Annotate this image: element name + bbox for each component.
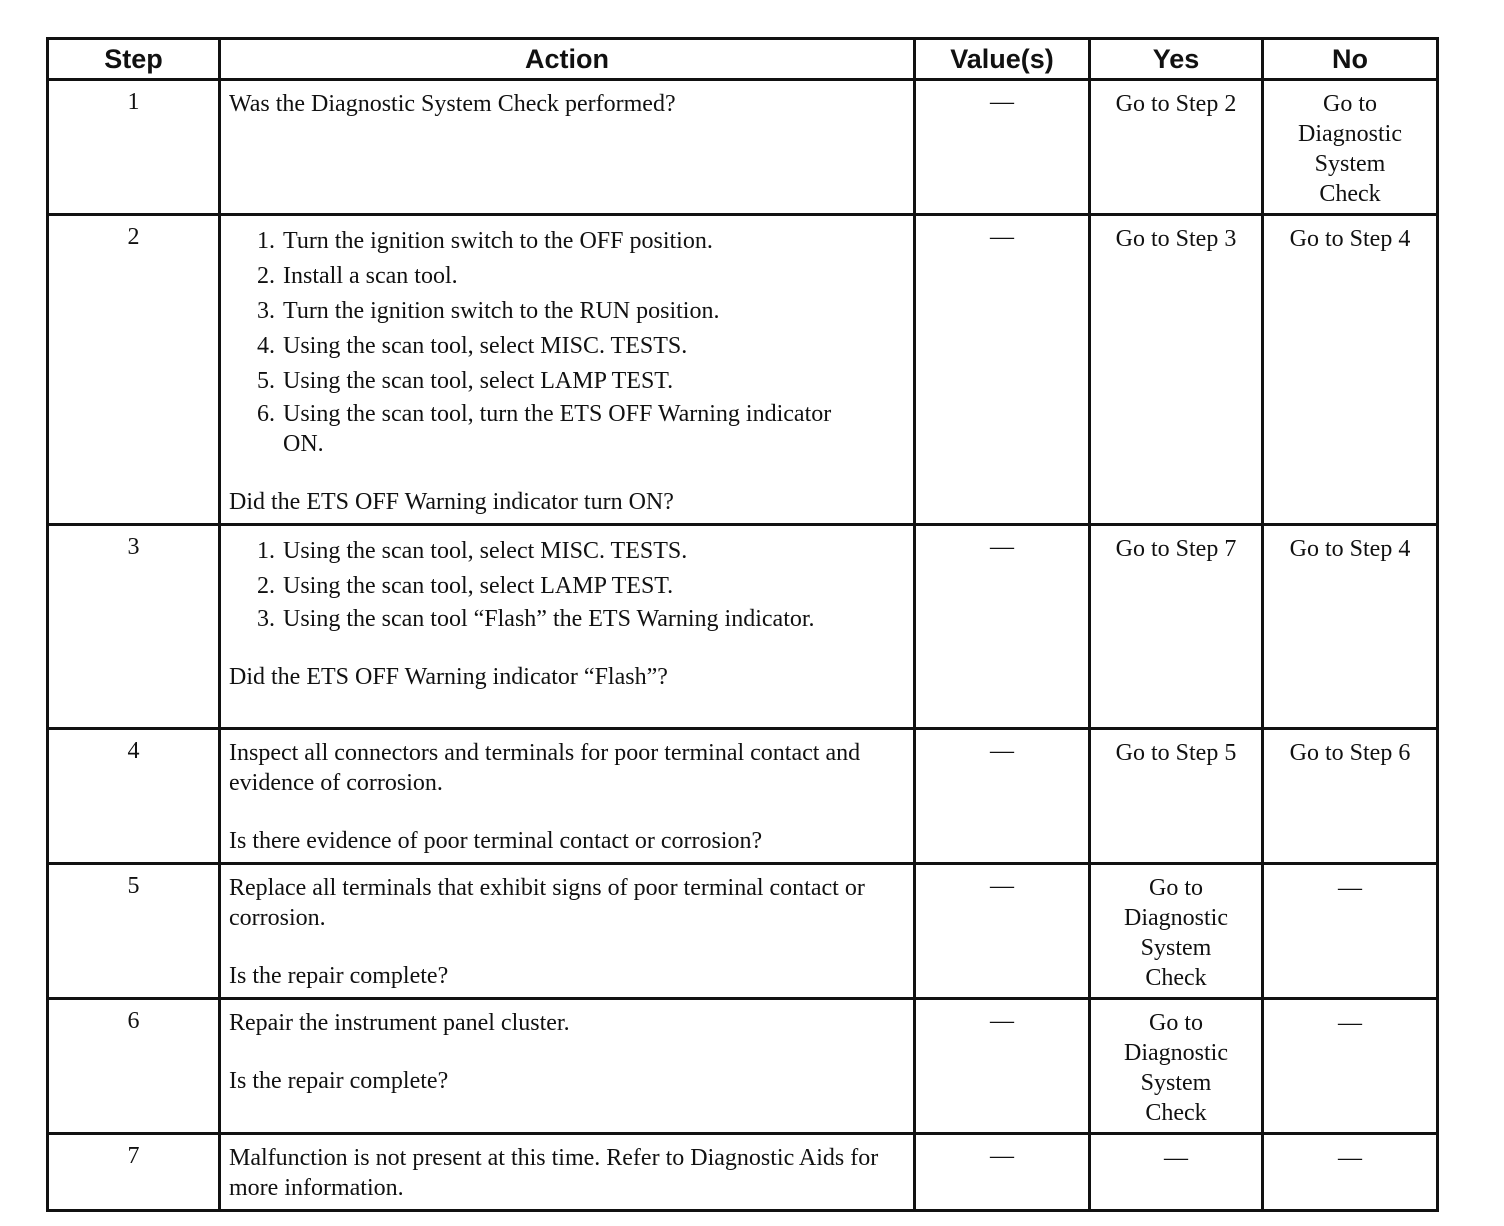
action-text: Malfunction is not present at this time. Refer to Diagnostic Aids for more information. xyxy=(229,1145,879,1201)
header-yes: Yes xyxy=(1090,39,1263,80)
action-text: Replace all terminals that exhibit signs of poor terminal contact or corrosion. xyxy=(229,875,865,931)
header-no: No xyxy=(1263,39,1438,80)
step-number: 4 xyxy=(48,729,220,864)
value-cell: — xyxy=(915,525,1090,729)
yes-cell: Go to Step 2 xyxy=(1090,80,1263,215)
step-number: 1 xyxy=(48,80,220,215)
table-row xyxy=(48,864,1438,999)
action-cell xyxy=(220,864,915,999)
value-cell: — xyxy=(915,215,1090,525)
table-row xyxy=(48,729,1438,864)
action-cell xyxy=(220,525,915,729)
action-cell xyxy=(220,1134,915,1211)
table-row xyxy=(48,1134,1438,1211)
value-cell: — xyxy=(915,999,1090,1134)
step-number: 5 xyxy=(48,864,220,999)
action-question: Is the repair complete? xyxy=(229,1068,449,1094)
no-cell: Go to Step 6 xyxy=(1263,729,1438,864)
action-cell xyxy=(220,80,915,215)
action-step: 2. Using the scan tool, select LAMP TEST. xyxy=(281,569,905,604)
action-text: Repair the instrument panel cluster. xyxy=(229,1010,570,1036)
action-step: 1. Turn the ignition switch to the OFF position. xyxy=(281,224,905,259)
value-cell: — xyxy=(915,80,1090,215)
action-text: Was the Diagnostic System Check performed? xyxy=(229,91,676,117)
step-number: 6 xyxy=(48,999,220,1134)
step-number: 3 xyxy=(48,525,220,729)
action-step: 3. Using the scan tool “Flash” the ETS Warning indicator. xyxy=(281,604,905,634)
action-question: Is the repair complete? xyxy=(229,963,449,989)
no-cell: — xyxy=(1263,999,1438,1134)
value-cell: — xyxy=(915,864,1090,999)
diagnostic-table xyxy=(46,37,1439,1212)
action-step: 6. Using the scan tool, turn the ETS OFF Warning indicator ON. xyxy=(281,399,905,459)
table-row xyxy=(48,525,1438,729)
action-steps-list xyxy=(229,224,905,459)
action-question: Is there evidence of poor terminal contact or corrosion? xyxy=(229,828,763,854)
no-cell: — xyxy=(1263,1134,1438,1211)
action-question: Did the ETS OFF Warning indicator “Flash”? xyxy=(229,664,668,690)
no-cell: — xyxy=(1263,864,1438,999)
yes-cell: Go to Step 3 xyxy=(1090,215,1263,525)
value-cell: — xyxy=(915,1134,1090,1211)
action-step: 1. Using the scan tool, select MISC. TESTS. xyxy=(281,534,905,569)
action-cell xyxy=(220,999,915,1134)
yes-cell: Go to Step 5 xyxy=(1090,729,1263,864)
table-row xyxy=(48,999,1438,1134)
yes-cell: — xyxy=(1090,1134,1263,1211)
yes-cell: Go to Diagnostic System Check xyxy=(1090,864,1263,999)
yes-cell: Go to Step 7 xyxy=(1090,525,1263,729)
action-question: Did the ETS OFF Warning indicator turn ON? xyxy=(229,489,674,515)
header-values: Value(s) xyxy=(915,39,1090,80)
header-step: Step xyxy=(48,39,220,80)
action-step: 3. Turn the ignition switch to the RUN position. xyxy=(281,294,905,329)
yes-cell: Go to Diagnostic System Check xyxy=(1090,999,1263,1134)
header-action: Action xyxy=(220,39,915,80)
value-cell: — xyxy=(915,729,1090,864)
action-cell xyxy=(220,215,915,525)
action-text: Inspect all connectors and terminals for poor terminal contact and evidence of corrosion. xyxy=(229,740,861,796)
no-cell: Go to Step 4 xyxy=(1263,525,1438,729)
no-cell: Go to Step 4 xyxy=(1263,215,1438,525)
no-cell: Go to Diagnostic System Check xyxy=(1263,80,1438,215)
action-step: 5. Using the scan tool, select LAMP TEST. xyxy=(281,364,905,399)
action-step: 2. Install a scan tool. xyxy=(281,259,905,294)
diagnostic-table-page xyxy=(46,37,1436,1212)
step-number: 2 xyxy=(48,215,220,525)
action-cell xyxy=(220,729,915,864)
table-row xyxy=(48,215,1438,525)
step-number: 7 xyxy=(48,1134,220,1211)
header-row xyxy=(48,39,1438,80)
action-step: 4. Using the scan tool, select MISC. TESTS. xyxy=(281,329,905,364)
action-steps-list xyxy=(229,534,905,634)
table-row xyxy=(48,80,1438,215)
